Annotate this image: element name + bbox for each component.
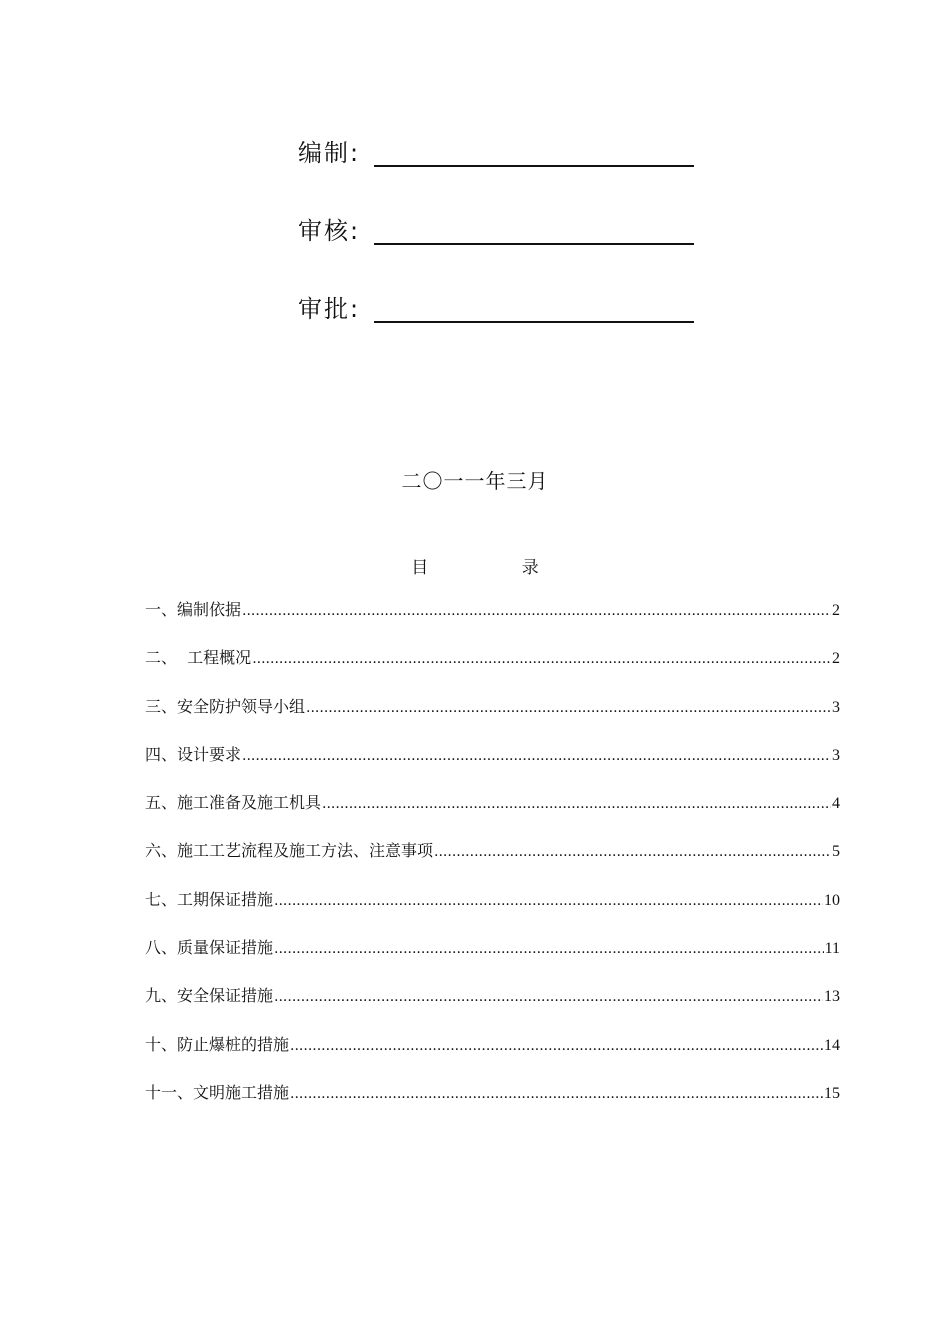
toc-leader-dots — [242, 744, 831, 768]
toc-leader-dots — [242, 599, 831, 623]
toc-leader-dots — [322, 792, 831, 816]
toc-entry-label: 十一、文明施工措施 — [145, 1082, 290, 1102]
toc-entry[interactable] — [145, 1081, 840, 1129]
toc-entry-page: 15 — [824, 1084, 840, 1102]
toc-entry[interactable] — [145, 646, 840, 694]
toc-entry-page: 4 — [832, 795, 840, 813]
toc-entry[interactable] — [145, 1033, 840, 1081]
toc-leader-dots — [290, 1034, 823, 1058]
toc-title — [0, 553, 950, 578]
toc-entry-page: 13 — [824, 988, 840, 1006]
signature-label: 审批: — [298, 295, 361, 323]
toc-leader-dots — [274, 889, 823, 913]
toc-entry-label: 一、编制依据 — [145, 600, 242, 619]
toc-entry[interactable] — [145, 984, 840, 1032]
toc-entry[interactable] — [145, 791, 840, 839]
signature-row-reviewed — [298, 211, 694, 245]
toc-entry-label: 五、施工准备及施工机具 — [145, 793, 322, 813]
toc-entry[interactable] — [145, 695, 840, 743]
toc-entry-label: 七、工期保证措施 — [145, 889, 274, 909]
signature-line — [374, 217, 694, 245]
toc-leader-dots — [290, 1082, 823, 1106]
document-date: 二〇一一年三月 — [401, 469, 549, 493]
toc-entry-label: 八、质量保证措施 — [145, 938, 274, 958]
toc-entry-page: 3 — [832, 698, 840, 716]
toc-entry[interactable] — [145, 839, 840, 887]
toc-entry-label: 九、安全保证措施 — [145, 986, 274, 1006]
signature-line — [374, 139, 694, 167]
signature-line — [374, 295, 694, 323]
signature-label: 编制: — [298, 139, 361, 167]
toc-entry-page: 3 — [832, 746, 840, 764]
toc-entry-page: 2 — [832, 650, 840, 668]
toc-leader-dots — [274, 985, 823, 1009]
toc-title-right: 录 — [521, 558, 539, 578]
toc-entry-page: 10 — [824, 891, 840, 909]
table-of-contents — [145, 598, 840, 1129]
toc-leader-dots — [434, 840, 831, 864]
toc-entry-page: 14 — [824, 1036, 840, 1054]
toc-entry[interactable] — [145, 598, 840, 646]
toc-title-left: 目 — [411, 558, 429, 578]
toc-entry[interactable] — [145, 743, 840, 791]
toc-entry-label: 六、施工工艺流程及施工方法、注意事项 — [145, 841, 434, 861]
toc-leader-dots — [252, 647, 831, 671]
toc-entry-page: 11 — [824, 940, 840, 958]
toc-entry-label: 四、设计要求 — [145, 744, 242, 764]
toc-entry-label: 十、防止爆桩的措施 — [145, 1034, 290, 1054]
toc-entry-label: 二、 工程概况 — [145, 648, 252, 668]
toc-leader-dots — [306, 696, 831, 720]
signature-label: 审核: — [298, 217, 361, 245]
toc-leader-dots — [274, 937, 824, 961]
toc-entry-page: 2 — [832, 602, 840, 619]
toc-entry-page: 5 — [832, 843, 840, 861]
signature-row-prepared — [298, 133, 694, 167]
signature-row-approved — [298, 289, 694, 323]
toc-entry[interactable] — [145, 888, 840, 936]
toc-entry-label: 三、安全防护领导小组 — [145, 696, 306, 716]
toc-entry[interactable] — [145, 936, 840, 984]
